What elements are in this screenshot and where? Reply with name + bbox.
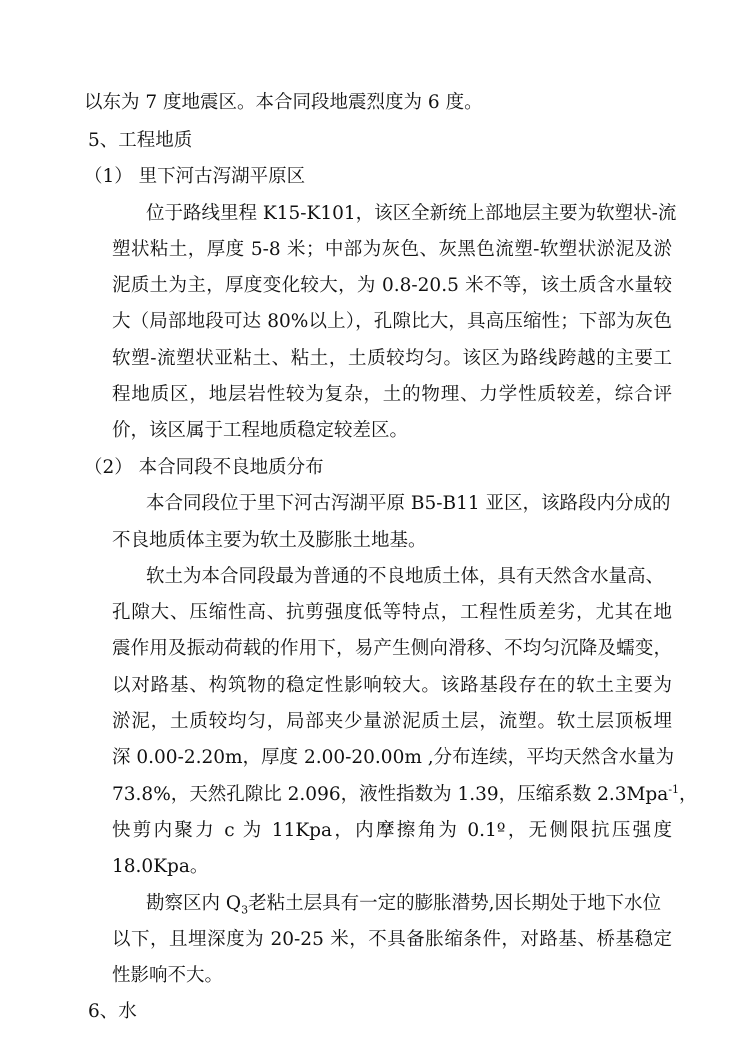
paragraph-line: 程地质区，地层岩性较为复杂，土的物理、力学性质较差，综合评 <box>112 384 672 405</box>
paragraph-line: 性影响不大。 <box>112 965 224 986</box>
paragraph-line: 深 0.00-2.20m，厚度 2.00-20.00m ,分布连续，平均天然含水量为 <box>112 747 675 768</box>
paragraph-line: 以对路基、构筑物的稳定性影响较大。该路基段存在的软土主要为 <box>112 675 672 696</box>
paragraph-line: 软土为本合同段最为普通的不良地质土体，具有天然含水量高、 <box>146 566 665 587</box>
text-line: 以东为 7 度地震区。本合同段地震烈度为 6 度。 <box>84 92 483 113</box>
subsection-heading: （1） 里下河古泻湖平原区 <box>84 166 306 187</box>
paragraph-line: 位于路线里程 K15-K101，该区全新统上部地层主要为软塑状-流 <box>146 203 677 224</box>
paragraph-line: 价，该区属于工程地质稳定较差区。 <box>112 420 409 441</box>
paragraph-line: 不良地质体主要为软土及膨胀土地基。 <box>112 530 427 551</box>
paragraph-line: 震作用及振动荷载的作用下，易产生侧向滑移、不均匀沉降及蠕变， <box>112 638 672 659</box>
paragraph-line: 本合同段位于里下河古泻湖平原 B5-B11 亚区，该路段内分成的 <box>146 493 671 514</box>
line-text: 勘察区内 Q <box>146 893 242 914</box>
paragraph-line: 孔隙大、压缩性高、抗剪强度低等特点，工程性质差劣，尤其在地 <box>112 602 672 623</box>
subscript: 3 <box>241 903 249 917</box>
section-heading: 6、水 <box>88 1001 137 1022</box>
section-heading: 5、工程地质 <box>88 130 193 151</box>
paragraph-line: 软塑-流塑状亚粘土、粘土，土质较均匀。该区为路线跨越的主要工 <box>112 348 672 369</box>
superscript: -1 <box>668 782 680 796</box>
line-text: 73.8%，天然孔隙比 2.096，液性指数为 1.39，压缩系数 2.3Mpa <box>112 784 669 805</box>
paragraph-line: 18.0Kpa。 <box>112 856 209 877</box>
paragraph-line: 大（局部地段可达 80%以上），孔隙比大，具高压缩性；下部为灰色 <box>112 311 672 332</box>
paragraph-line: 快剪内聚力 c 为 11Kpa，内摩擦角为 0.1º，无侧限抗压强度 <box>112 820 672 841</box>
paragraph-line <box>112 782 698 805</box>
paragraph-line: 以下，且埋深度为 20-25 米，不具备胀缩条件，对路基、桥基稳定 <box>112 929 672 950</box>
paragraph-line <box>146 893 661 917</box>
paragraph-line: 泥质土为主，厚度变化较大，为 0.8-20.5 米不等，该土质含水量较 <box>112 275 672 296</box>
line-text: 老粘土层具有一定的膨胀潜势,因长期处于地下水位 <box>248 893 661 914</box>
paragraph-line: 淤泥，土质较均匀，局部夹少量淤泥质土层，流塑。软土层顶板埋 <box>112 711 672 732</box>
line-text: ， <box>679 784 698 805</box>
paragraph-line: 塑状粘土，厚度 5-8 米；中部为灰色、灰黑色流塑-软塑状淤泥及淤 <box>112 239 672 260</box>
subsection-heading: （2） 本合同段不良地质分布 <box>84 457 324 478</box>
